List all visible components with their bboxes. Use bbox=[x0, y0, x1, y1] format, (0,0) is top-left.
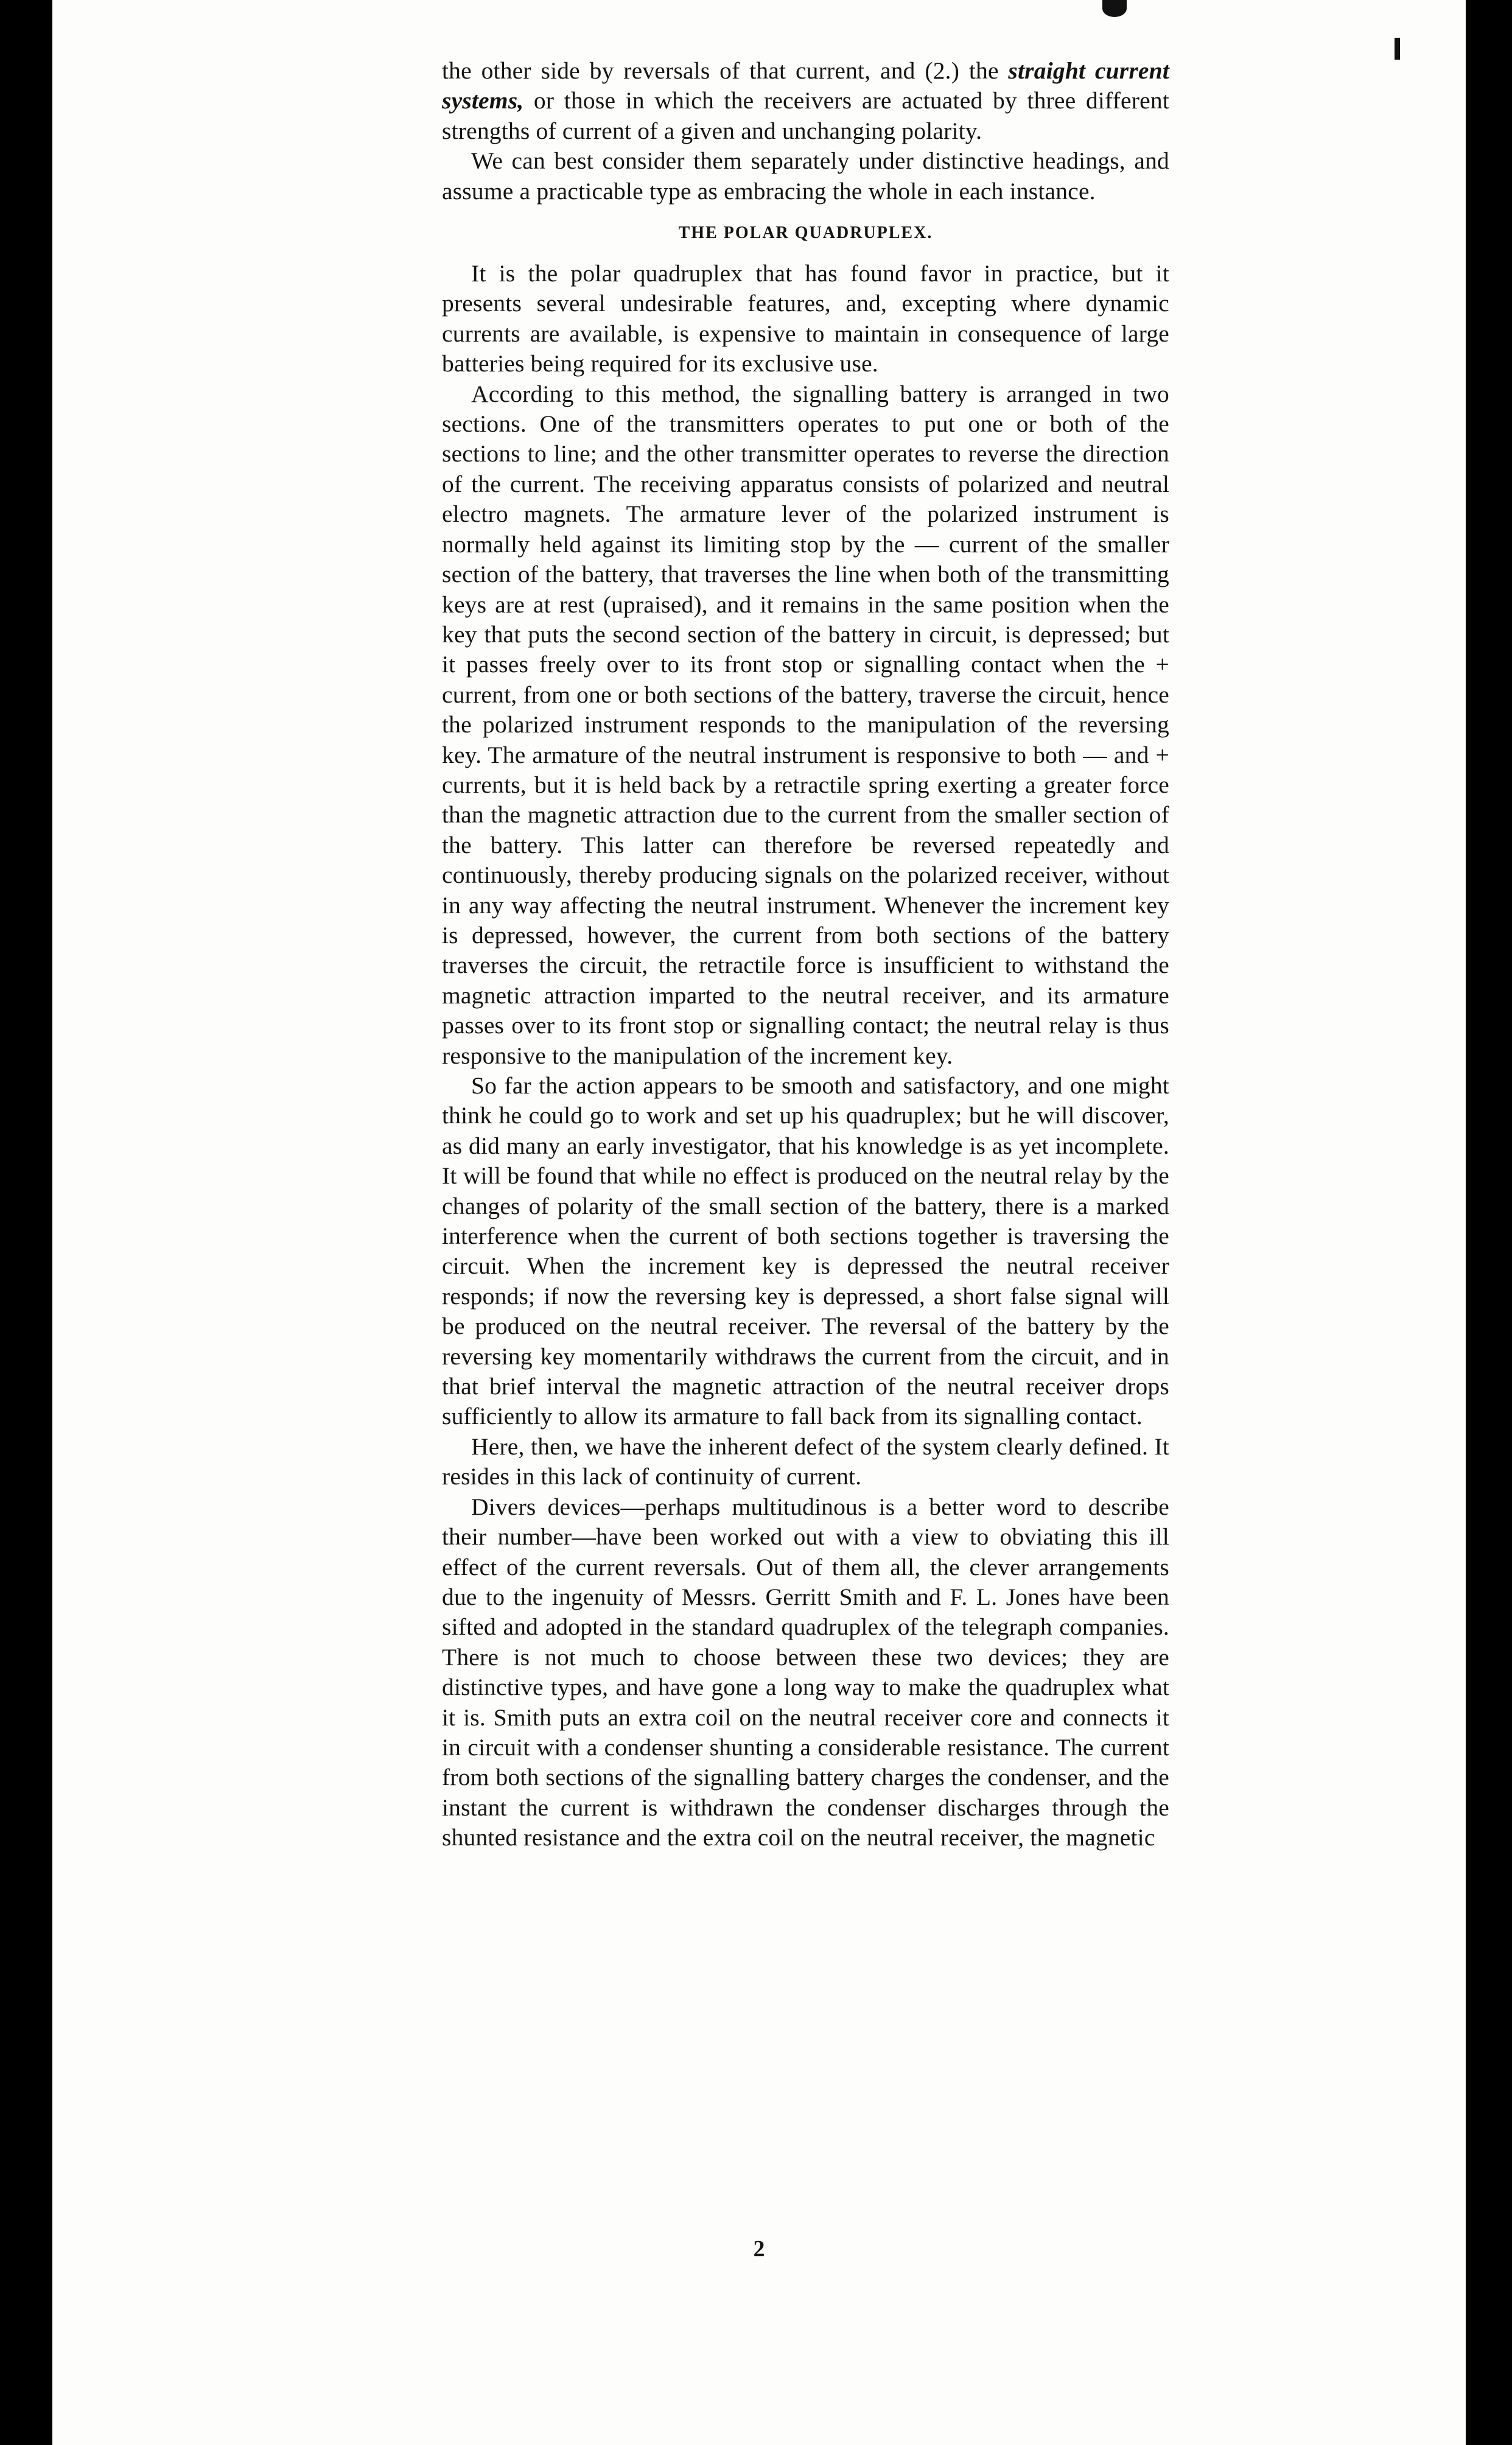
section-heading: THE POLAR QUADRUPLEX. bbox=[678, 223, 933, 243]
scan-artifact-top bbox=[1102, 0, 1127, 17]
italic-term: straight current systems, bbox=[442, 57, 1170, 114]
paragraph: We can best consider them separately under distinctive headings, and assume a practicable type as embracing the whole in each instance. bbox=[442, 147, 1169, 205]
text-column bbox=[442, 56, 1169, 1853]
paragraph-text: the other side by reversals of that current, and (2.) the bbox=[442, 57, 1009, 84]
paragraph-continued bbox=[442, 56, 1169, 146]
paragraph-text: or those in which the receivers are actuated by three different strengths of current of a given and unchanging polarity. bbox=[442, 87, 1169, 144]
page-number: 2 bbox=[753, 2236, 765, 2262]
paragraph: Divers devices—perhaps multitudinous is a better word to describe their number—have been worked out with a view to obviating this ill effect of the current reversals. Out of them all, the clever arrangements due to the ingenuity of Messrs. Gerritt Smith and F. L. Jones have been sifted and adopted in the standard quadruplex of the telegraph companies. There is not much to choose between these two devices; they are distinctive types, and have gone a long way to make the quadruplex what it is. Smith puts an extra coil on the neutral receiver core and connects it in circuit with a condenser shunting a considerable resistance. The current from both sections of the signalling battery charges the condenser, and the instant the current is withdrawn the condenser discharges through the shunted resistance and the extra coil on the neutral receiver, the magnetic bbox=[442, 1493, 1169, 1851]
scanned-page bbox=[52, 0, 1466, 2445]
paragraph: According to this method, the signalling battery is arranged in two sections. One of the transmitters operates to put one or both of the sections to line; and the other transmitter operates to reverse the direction of the current. The receiving apparatus consists of polarized and neutral electro magnets. The armature lever of the polarized instrument is normally held against its limiting stop by the — current of the smaller section of the battery, that traverses the line when both of the transmitting keys are at rest (upraised), and it remains in the same position when the key that puts the second section of the battery in circuit, is depressed; but it passes freely over to its front stop or signalling contact when the + current, from one or both sections of the battery, traverse the circuit, hence the polarized instrument responds to the manipulation of the reversing key. The armature of the neutral instrument is responsive to both — and + currents, but it is held back by a retractile spring exerting a greater force than the magnetic attraction due to the current from the smaller section of the battery. This latter can therefore be reversed repeatedly and continuously, thereby producing signals on the polarized receiver, without in any way affecting the neutral instrument. Whenever the increment key is depressed, however, the current from both sections of the battery traverses the circuit, the retractile force is insufficient to withstand the magnetic attraction imparted to the neutral receiver, and its armature passes over to its front stop or signalling contact; the neutral relay is thus responsive to the manipulation of the increment key. bbox=[442, 380, 1169, 1069]
paragraph: So far the action appears to be smooth and satisfactory, and one might think he could go to work and set up his quadruplex; but he will discover, as did many an early investigator, that his knowledge is as yet incomplete. It will be found that while no effect is produced on the neutral relay by the changes of polarity of the small section of the battery, there is a marked interference when the current of both sections together is traversing the circuit. When the increment key is depressed the neutral receiver responds; if now the reversing key is depressed, a short false signal will be produced on the neutral receiver. The reversal of the battery by the reversing key momentarily withdraws the current from the circuit, and in that brief interval the magnetic attraction of the neutral receiver drops sufficiently to allow its armature to fall back from its signalling contact. bbox=[442, 1072, 1169, 1430]
paragraph: It is the polar quadruplex that has found favor in practice, but it presents several undesirable features, and, excepting where dynamic currents are available, is expensive to maintain in consequence of large batteries being required for its exclusive use. bbox=[442, 260, 1169, 377]
paragraph: Here, then, we have the inherent defect of the system clearly defined. It resides in this lack of continuity of current. bbox=[442, 1433, 1169, 1490]
scan-artifact-right bbox=[1395, 38, 1400, 60]
